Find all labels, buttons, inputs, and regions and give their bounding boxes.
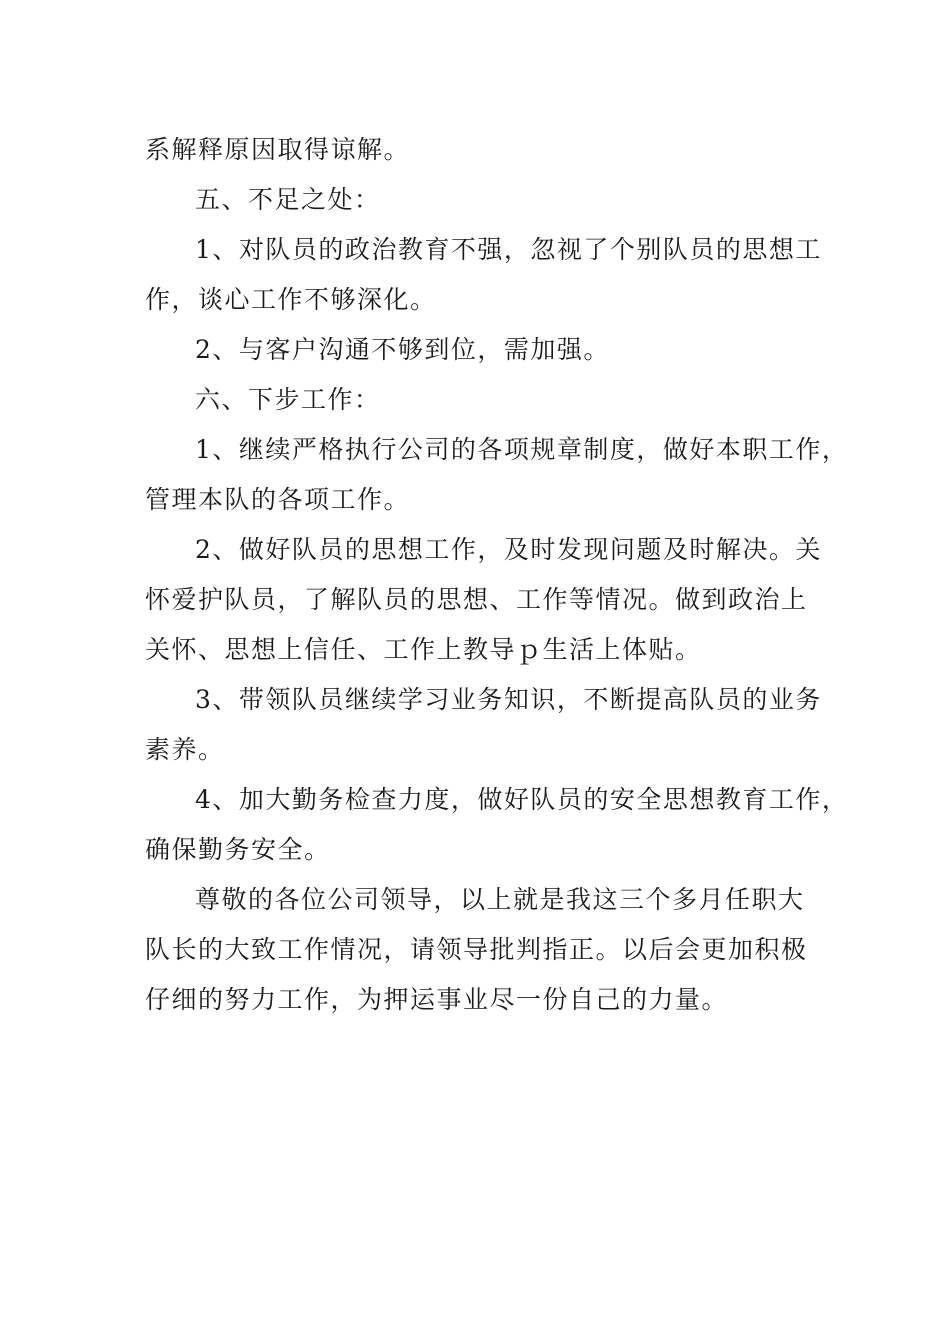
text-line: 怀爱护队员，了解队员的思想、工作等情况。做到政治上 xyxy=(145,585,808,614)
text-line: 作，谈心工作不够深化。 xyxy=(145,285,437,314)
text-line: 关怀、思想上信任、工作上教导ｐ生活上体贴。 xyxy=(145,635,702,664)
text-line: 确保勤务安全。 xyxy=(145,835,331,864)
document-body xyxy=(145,125,849,1025)
text-line: 2、做好队员的思想工作，及时发现问题及时解决。关 xyxy=(195,535,822,564)
text-line: 4、加大勤务检查力度，做好队员的安全思想教育工作， xyxy=(195,785,849,814)
closing-paragraph-line: 仔细的努力工作，为押运事业尽一份自己的力量。 xyxy=(145,985,729,1014)
text-line: 3、带领队员继续学习业务知识，不断提高队员的业务 xyxy=(195,685,822,714)
section-heading-shortcomings: 五、不足之处： xyxy=(195,185,381,214)
text-line: 2、与客户沟通不够到位，需加强。 xyxy=(195,335,610,364)
text-line: 管理本队的各项工作。 xyxy=(145,485,411,514)
text-line: 1、继续严格执行公司的各项规章制度，做好本职工作， xyxy=(195,435,849,464)
text-line: 1、对队员的政治教育不强，忽视了个别队员的思想工 xyxy=(195,235,822,264)
closing-paragraph-line: 队长的大致工作情况，请领导批判指正。以后会更加积极 xyxy=(145,935,808,964)
closing-paragraph-line: 尊敬的各位公司领导，以上就是我这三个多月任职大 xyxy=(195,885,805,914)
text-line: 素养。 xyxy=(145,735,225,764)
section-heading-next-steps: 六、下步工作： xyxy=(195,385,381,414)
text-line: 系解释原因取得谅解。 xyxy=(145,135,411,164)
